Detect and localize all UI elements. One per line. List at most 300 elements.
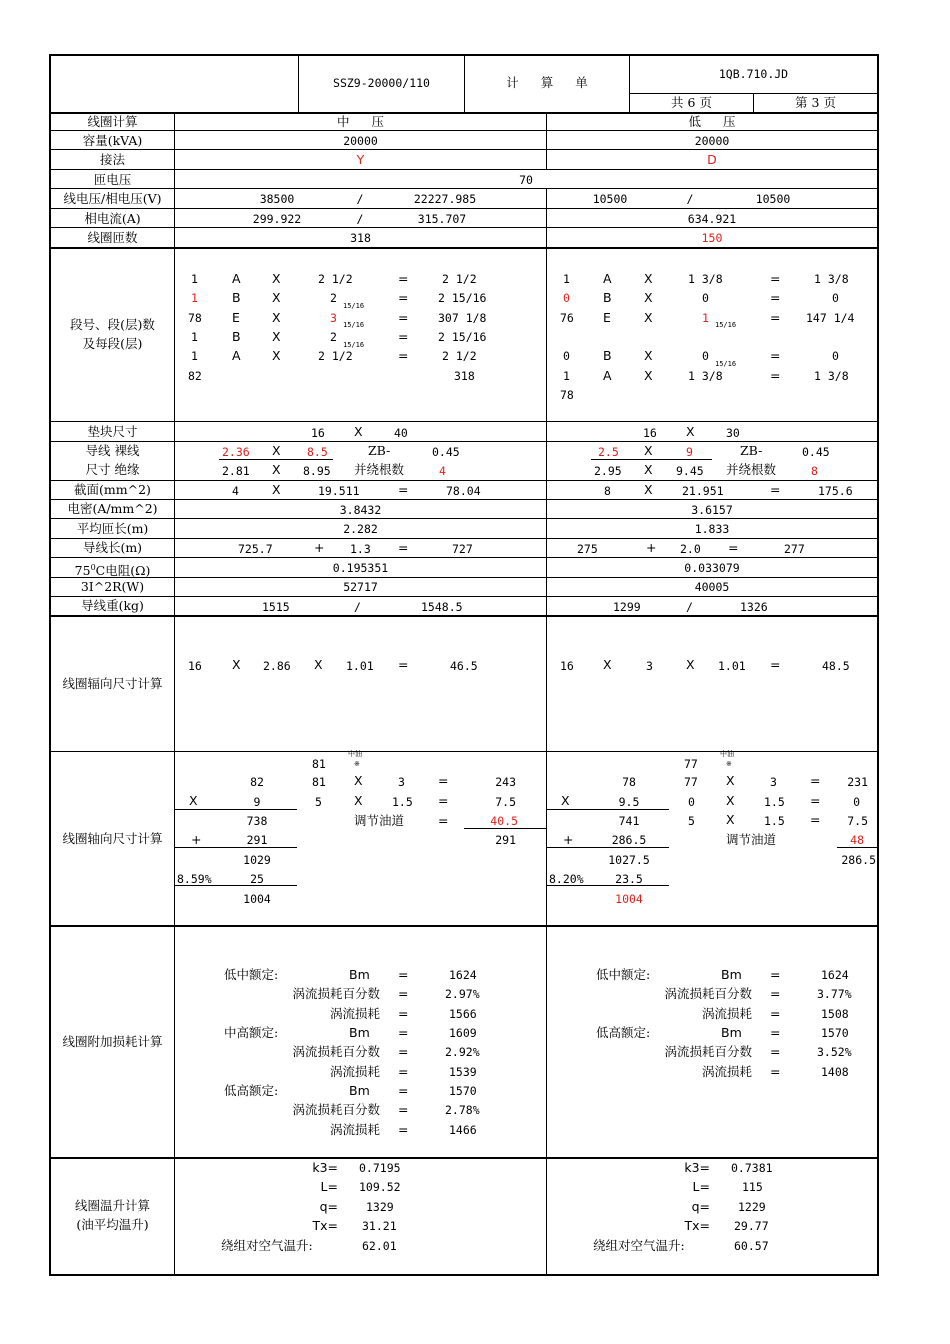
loss-case-label: 低高额定: (224, 1083, 279, 1098)
fraction-overflow: 15/16 (715, 321, 737, 329)
mid-radial-total: 46.5 (450, 659, 478, 673)
low-axial-res: 48 (850, 833, 864, 847)
mid-zb: 0.45 (432, 445, 460, 459)
low-axial-c1: 23.5 (615, 872, 643, 886)
low-axial-c1: 1004 (615, 892, 643, 906)
equals-sign: = (770, 1025, 781, 1040)
eddy-pct-value: 2.78% (445, 1103, 480, 1117)
low-cs-a: 8 (604, 484, 611, 498)
low-len-b: 2.0 (680, 542, 701, 556)
equals-sign: = (770, 1044, 781, 1059)
mid-capacity: 20000 (343, 134, 378, 148)
low-density: 3.6157 (691, 503, 733, 517)
low-axial-res: 0 (853, 795, 860, 809)
low-L: 115 (742, 1180, 763, 1194)
label-radial: 线圈辐向尺寸计算 (62, 676, 163, 691)
label-temp-rise: 线圈温升计算 (74, 1198, 150, 1213)
low-axial-c1: 1027.5 (608, 853, 650, 867)
low-axial-res: 231 (847, 775, 868, 789)
mid-axial-v: 3 (398, 775, 405, 789)
low-bare-b: 9 (686, 445, 693, 459)
section-number: 1 (191, 272, 198, 286)
section-total: 2 1/2 (442, 349, 477, 363)
mid-len-a: 725.7 (238, 542, 273, 556)
bm-label: Bm (349, 1083, 370, 1098)
low-connection: D (707, 152, 717, 167)
equals-sign: = (810, 773, 821, 788)
equals-sign: = (398, 1006, 409, 1021)
divider (174, 112, 175, 1276)
section-total: 0 (832, 349, 839, 363)
section-number: 1 (191, 330, 198, 344)
eddy-pct-label: 涡流损耗百分数 (292, 986, 380, 1001)
total-pages: 共 6 页 (671, 95, 712, 110)
section-type: A (603, 368, 612, 383)
times-sign: X (272, 443, 281, 458)
low-radial-a: 16 (560, 659, 574, 673)
divider (49, 557, 879, 558)
k3-label: k3= (312, 1160, 338, 1175)
times-sign: X (272, 348, 281, 363)
times-sign: X (644, 368, 653, 383)
border-right (877, 54, 879, 1276)
model-number: SSZ9-20000/110 (333, 76, 430, 90)
eddy-value: 1566 (449, 1007, 477, 1021)
mid-connection: Y (356, 152, 365, 167)
mid-axial-res: 243 (495, 775, 516, 789)
mid-air-rise: 62.01 (362, 1239, 397, 1253)
mid-current-b: 315.707 (417, 212, 467, 226)
times-sign: X (272, 271, 281, 286)
low-air-rise: 60.57 (734, 1239, 769, 1253)
equals-sign: = (398, 271, 409, 286)
section-number: 1 (191, 291, 198, 305)
low-phase-voltage: 10500 (755, 192, 791, 206)
low-axial-v: 1.5 (764, 795, 785, 809)
slash: / (686, 192, 694, 206)
plus-sign: + (314, 540, 325, 555)
label-wire-insulation: 尺寸 绝缘 (85, 462, 140, 477)
equals-sign: = (770, 986, 781, 1001)
equals-sign: = (398, 967, 409, 982)
divider (546, 188, 547, 1276)
divider (49, 169, 879, 170)
bm-label: Bm (721, 967, 742, 982)
times-sign: X (354, 773, 363, 788)
low-axial-v: 3 (770, 775, 777, 789)
mid-ins-a: 2.81 (222, 464, 250, 478)
eddy-label: 涡流损耗 (329, 1122, 380, 1137)
zb-label: ZB- (740, 443, 763, 458)
times-sign: X (686, 424, 695, 439)
times-sign: X (272, 482, 281, 497)
equals-sign: = (398, 657, 409, 672)
times-sign: X (354, 793, 363, 808)
mid-axial-res: 40.5 (490, 814, 518, 828)
section-type: A (232, 348, 241, 363)
section-number: 78 (560, 388, 574, 402)
equals-sign: = (438, 773, 449, 788)
equals-sign: = (770, 657, 781, 672)
equals-sign: = (398, 310, 409, 325)
equals-sign: = (398, 986, 409, 1001)
bm-value: 1609 (449, 1026, 477, 1040)
times-sign: X (561, 793, 570, 808)
q-label: q= (319, 1199, 338, 1214)
low-axial-res: 286.5 (841, 853, 876, 867)
equals-sign: = (398, 1083, 409, 1098)
label-turn-voltage: 匝电压 (93, 172, 132, 187)
label-cross-section: 截面(mm^2) (74, 482, 151, 497)
label-wire-weight: 导线重(kg) (81, 598, 144, 613)
fraction-overflow: 15/16 (343, 321, 365, 329)
mid-cs-a: 4 (232, 484, 239, 498)
label-turns: 线圈匝数 (87, 230, 138, 245)
section-value: 2 (330, 330, 337, 344)
section-value: 0 (702, 349, 709, 363)
label-capacity: 容量(kVA) (82, 133, 143, 148)
low-k3: 0.7381 (731, 1161, 773, 1175)
loss-case-label: 中高额定: (224, 1025, 279, 1040)
section-type: A (232, 271, 241, 286)
label-avg-turn-length: 平均匝长(m) (76, 521, 149, 536)
divider (49, 227, 879, 228)
section-type: E (603, 310, 611, 325)
mid-axial-c1: 82 (250, 775, 264, 789)
divider (49, 925, 879, 927)
mid-axial-c1: 9 (253, 795, 261, 809)
section-type: B (232, 329, 241, 344)
times-sign: X (272, 290, 281, 305)
divider (49, 149, 879, 150)
times-sign: X (726, 793, 735, 808)
truncated-oil-duct: ※ (354, 760, 360, 768)
section-total: 147 1/4 (806, 311, 855, 325)
section-value: 1 3/8 (688, 272, 723, 286)
low-strands: 8 (811, 464, 818, 478)
eddy-value: 1466 (449, 1123, 477, 1137)
section-number: 1 (191, 349, 198, 363)
eddy-pct-label: 涡流损耗百分数 (664, 1044, 752, 1059)
low-Tx: 29.77 (734, 1219, 769, 1233)
mid-strands: 4 (439, 464, 446, 478)
eddy-label: 涡流损耗 (329, 1064, 380, 1079)
slash: / (356, 192, 364, 206)
times-sign: X (272, 462, 281, 477)
label-loss: 3I^2R(W) (80, 579, 145, 594)
loss-case-label: 低高额定: (596, 1025, 651, 1040)
slash: / (686, 600, 693, 614)
fraction-overflow: 15/16 (343, 302, 365, 310)
divider (49, 188, 879, 189)
label-phase-current: 相电流(A) (84, 211, 141, 226)
times-sign: X (644, 443, 653, 458)
oil-duct-label: 调节油道 (726, 832, 777, 847)
mid-spacer-b: 40 (394, 426, 408, 440)
parallel-label: 并绕根数 (354, 462, 405, 477)
doc-number: 1QB.710.JD (718, 67, 789, 81)
low-capacity: 20000 (694, 134, 730, 148)
mid-ins-b: 8.95 (303, 464, 331, 478)
low-radial-c: 1.01 (718, 659, 746, 673)
L-label: L= (320, 1179, 338, 1194)
section-type: E (232, 310, 240, 325)
truncated-oil-duct: 中油 (348, 750, 362, 758)
label-line-phase-voltage: 线电压/相电压(V) (63, 191, 162, 206)
low-resistance: 0.033079 (684, 561, 740, 575)
low-weight-a: 1299 (613, 600, 641, 614)
bm-value: 1570 (449, 1084, 477, 1098)
equals-sign: = (810, 812, 821, 827)
mid-axial-c1: 1029 (243, 853, 271, 867)
times-sign: X (644, 462, 653, 477)
equals-sign: = (398, 329, 409, 344)
divider (49, 615, 879, 617)
loss-case-label: 低中额定: (596, 967, 651, 982)
eddy-label: 涡流损耗 (701, 1064, 752, 1079)
air-rise-label: 绕组对空气温升: (221, 1238, 313, 1253)
eddy-value: 1539 (449, 1065, 477, 1079)
label-current-density: 电密(A/mm^2) (67, 501, 158, 516)
times-sign: X (272, 329, 281, 344)
bm-label: Bm (349, 967, 370, 982)
bm-label: Bm (721, 1025, 742, 1040)
plus-sign: + (646, 540, 657, 555)
mid-axial-c1: 25 (250, 872, 264, 886)
mid-len-total: 727 (452, 542, 473, 556)
mid-q: 1329 (366, 1200, 394, 1214)
mid-axial-pct: 8.59% (177, 872, 212, 886)
section-number: 0 (563, 349, 570, 363)
section-value: 3 (330, 311, 337, 325)
equals-sign: = (398, 482, 409, 497)
section-total: 2 15/16 (438, 291, 487, 305)
oil-duct-label: 调节油道 (354, 813, 405, 828)
eddy-value: 1508 (821, 1007, 849, 1021)
mid-k3: 0.7195 (359, 1161, 401, 1175)
equals-sign: = (398, 1044, 409, 1059)
low-axial-c1: 286.5 (611, 833, 647, 847)
section-total: 2 1/2 (442, 272, 477, 286)
mid-turns: 318 (350, 231, 371, 245)
section-number: 1 (563, 369, 570, 383)
mid-L: 109.52 (359, 1180, 401, 1194)
label-coil-calc: 线圈计算 (87, 114, 138, 129)
low-bare-a: 2.5 (598, 445, 619, 459)
times-sign: X (726, 812, 735, 827)
low-radial-total: 48.5 (822, 659, 850, 673)
eddy-label: 涡流损耗 (329, 1006, 380, 1021)
times-sign: X (644, 482, 653, 497)
section-number: 1 (563, 272, 570, 286)
mid-Tx: 31.21 (362, 1219, 397, 1233)
mid-axial-n: 5 (315, 795, 322, 809)
equals-sign: = (770, 482, 781, 497)
low-loss: 40005 (694, 580, 730, 594)
mid-avg-length: 2.282 (343, 522, 378, 536)
times-sign: X (686, 657, 695, 672)
low-avg-length: 1.833 (694, 522, 730, 536)
low-axial-c1: 9.5 (618, 795, 640, 809)
bm-value: 1624 (821, 968, 849, 982)
mid-radial-b: 2.86 (263, 659, 291, 673)
section-number: 78 (188, 311, 202, 325)
divider (49, 421, 879, 422)
eddy-pct-value: 3.77% (817, 987, 852, 1001)
mid-resistance: 0.195351 (332, 561, 389, 575)
section-total: 2 15/16 (438, 330, 487, 344)
times-sign: X (726, 773, 735, 788)
low-cs-b: 21.951 (682, 484, 724, 498)
equals-sign: = (438, 813, 449, 828)
eddy-pct-label: 涡流损耗百分数 (292, 1044, 380, 1059)
slash: / (356, 212, 364, 226)
section-type: B (603, 348, 612, 363)
divider (49, 596, 879, 597)
zb-label: ZB- (368, 443, 391, 458)
mid-axial-top: 81 (312, 757, 326, 771)
section-total: 307 1/8 (438, 311, 487, 325)
low-title: 低 压 (688, 114, 736, 129)
divider (49, 499, 879, 500)
label-axial: 线圈轴向尺寸计算 (62, 831, 163, 846)
section-value: 1 3/8 (688, 369, 723, 383)
mid-radial-c: 1.01 (346, 659, 374, 673)
mid-cs-b: 19.511 (318, 484, 360, 498)
low-spacer-a: 16 (643, 426, 657, 440)
low-len-a: 275 (577, 542, 598, 556)
divider (49, 1157, 879, 1159)
label-sections-2: 及每段(层) (82, 336, 143, 351)
equals-sign: = (770, 310, 781, 325)
parallel-label: 并绕根数 (726, 462, 777, 477)
label-wire-length: 导线长(m) (82, 540, 143, 555)
section-type: A (603, 271, 612, 286)
mid-density: 3.8432 (339, 503, 382, 517)
low-radial-b: 3 (646, 659, 653, 673)
mid-radial-a: 16 (188, 659, 202, 673)
label-spacer: 垫块尺寸 (87, 424, 138, 439)
low-axial-c1: 741 (618, 814, 640, 828)
Tx-label: Tx= (312, 1218, 338, 1233)
label-wire-bare: 导线 裸线 (85, 443, 140, 458)
section-number: 82 (188, 369, 202, 383)
low-axial-v: 1.5 (764, 814, 785, 828)
slash: / (354, 600, 361, 614)
equals-sign: = (398, 1064, 409, 1079)
section-total: 1 3/8 (814, 272, 849, 286)
section-total: 1 3/8 (814, 369, 849, 383)
times-sign: X (644, 290, 653, 305)
truncated-oil-duct: ※ (726, 760, 732, 768)
low-axial-pct: 8.20% (549, 872, 584, 886)
low-axial-n: 77 (684, 775, 698, 789)
fraction-overflow: 15/16 (715, 360, 737, 368)
equals-sign: = (770, 271, 781, 286)
times-sign: X (232, 657, 241, 672)
times-sign: X (354, 424, 363, 439)
section-type: B (603, 290, 612, 305)
divider (49, 518, 879, 519)
section-value: 2 (330, 291, 337, 305)
mid-axial-c1: 1004 (243, 892, 271, 906)
low-ins-a: 2.95 (594, 464, 622, 478)
divider (49, 538, 879, 539)
q-label: q= (691, 1199, 710, 1214)
equals-sign: = (398, 1102, 409, 1117)
eddy-pct-label: 涡流损耗百分数 (664, 986, 752, 1001)
equals-sign: = (770, 290, 781, 305)
section-value: 0 (702, 291, 709, 305)
low-cs-total: 175.6 (818, 484, 853, 498)
plus-sign: + (563, 832, 574, 847)
equals-sign: = (398, 348, 409, 363)
equals-sign: = (770, 348, 781, 363)
equals-sign: = (770, 368, 781, 383)
section-value: 1 (702, 311, 709, 325)
times-sign: X (644, 271, 653, 286)
equals-sign: = (728, 540, 739, 555)
plus-sign: + (191, 832, 202, 847)
mid-axial-c1: 738 (246, 814, 268, 828)
low-axial-n: 0 (688, 795, 695, 809)
low-axial-top: 77 (684, 757, 698, 771)
times-sign: X (644, 310, 653, 325)
section-total: 0 (832, 291, 839, 305)
page-number: 第 3 页 (795, 95, 836, 110)
low-line-voltage: 10500 (592, 192, 628, 206)
mid-loss: 52717 (343, 580, 378, 594)
mid-axial-res: 291 (495, 833, 516, 847)
low-spacer-b: 30 (726, 426, 740, 440)
equals-sign: = (398, 540, 409, 555)
truncated-oil-duct: 中油 (720, 750, 734, 758)
divider (49, 208, 879, 209)
eddy-value: 1408 (821, 1065, 849, 1079)
mid-spacer-a: 16 (311, 426, 325, 440)
low-weight-b: 1326 (740, 600, 768, 614)
low-axial-n: 5 (688, 814, 695, 828)
mid-weight-b: 1548.5 (421, 600, 463, 614)
loss-case-label: 低中额定: (224, 967, 279, 982)
low-turns: 150 (701, 231, 723, 245)
times-sign: X (603, 657, 612, 672)
mid-title: 中 压 (337, 114, 384, 129)
eddy-pct-value: 3.52% (817, 1045, 852, 1059)
label-connection: 接法 (99, 152, 125, 167)
bm-value: 1624 (449, 968, 477, 982)
mid-axial-c1: 291 (246, 833, 268, 847)
mid-bare-b: 8.5 (307, 445, 328, 459)
times-sign: X (314, 657, 323, 672)
mid-len-b: 1.3 (350, 542, 371, 556)
turn-voltage: 70 (519, 173, 533, 187)
eddy-pct-value: 2.97% (445, 987, 480, 1001)
mid-axial-res: 7.5 (495, 795, 516, 809)
eddy-label: 涡流损耗 (701, 1006, 752, 1021)
bm-label: Bm (349, 1025, 370, 1040)
eddy-pct-value: 2.92% (445, 1045, 480, 1059)
mid-cs-total: 78.04 (446, 484, 481, 498)
times-sign: X (189, 793, 198, 808)
eddy-pct-label: 涡流损耗百分数 (292, 1102, 380, 1117)
equals-sign: = (770, 967, 781, 982)
divider (49, 751, 879, 752)
low-zb: 0.45 (802, 445, 830, 459)
mid-weight-a: 1515 (262, 600, 290, 614)
section-value: 2 1/2 (318, 272, 353, 286)
section-type: B (232, 290, 241, 305)
